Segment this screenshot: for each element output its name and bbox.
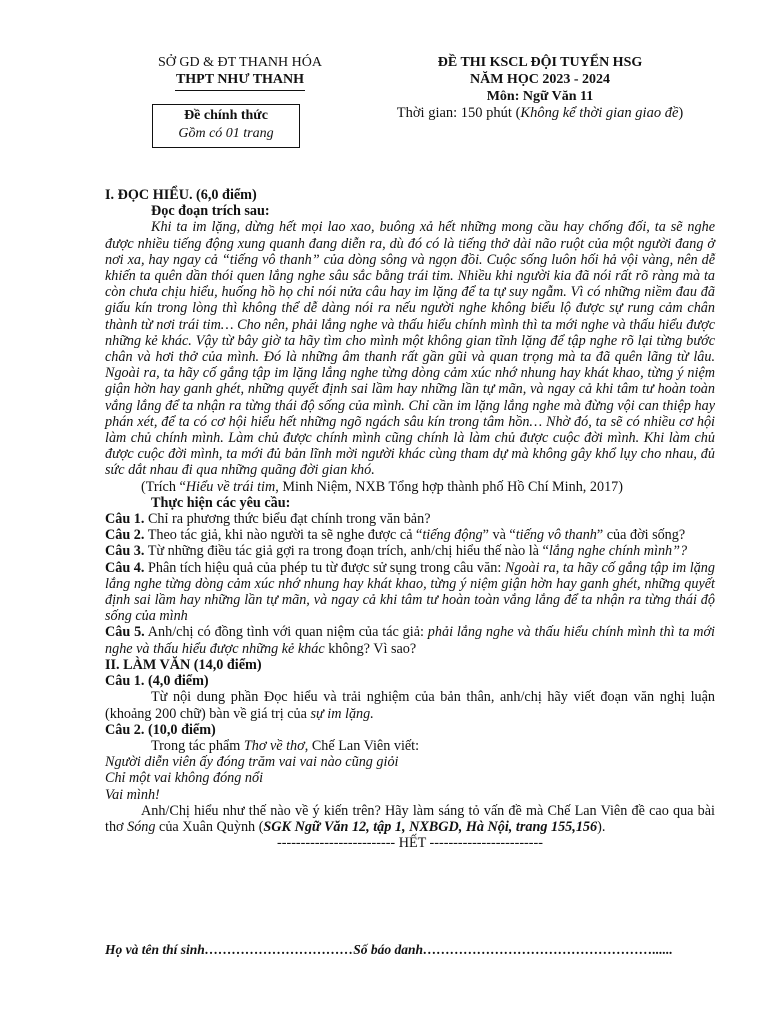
poem-line: Vai mình! — [105, 786, 160, 803]
task-label: Thực hiện các yêu cầu: — [151, 494, 291, 511]
page-count: Gồm có 01 trang — [178, 126, 274, 141]
header-left — [130, 54, 350, 91]
end-marker: ------------------------- HẾT ------------------------ — [277, 835, 543, 852]
passage-source: (Trích “Hiểu về trái tim, Minh Niệm, NXB Tổng hợp thành phố Hồ Chí Minh, 2017) — [141, 478, 623, 495]
part2-heading: II. LÀM VĂN (14,0 điểm) — [105, 656, 262, 673]
question-2: Câu 2. Theo tác giả, khi nào người ta sẽ nghe được cả “tiếng động” và “tiếng vô thanh” của đời sống? — [105, 527, 686, 544]
essay-2-prompt: Anh/Chị hiểu như thế nào về ý kiến trên? Hãy làm sáng tỏ vấn đề mà Chế Lan Viên đề cao qua bài thơ Sóng của Xuân Quỳnh (SGK Ngữ Văn 12, tập 1, NXBGD, Hà Nội, trang 155,156). — [105, 802, 715, 835]
school-underline — [175, 90, 305, 91]
part1-heading: I. ĐỌC HIỂU. (6,0 điểm) — [105, 187, 257, 203]
official-label: Đề chính thức — [184, 108, 268, 123]
exam-body — [105, 187, 715, 851]
poem-line: Chỉ một vai không đóng nổi — [105, 770, 264, 787]
header-right — [380, 54, 700, 122]
read-label: Đọc đoạn trích sau: — [151, 203, 270, 220]
question-3: Câu 3. Từ những điều tác giả gợi ra trong đoạn trích, anh/chị hiểu thế nào là “lắng nghe chính mình”? — [105, 543, 688, 560]
essay-1-prompt: Từ nội dung phần Đọc hiểu và trải nghiệm của bản thân, anh/chị hãy viết đoạn văn nghị luận (khoảng 200 chữ) bàn về giá trị của sự im lặng. — [105, 689, 715, 722]
exam-title: ĐỀ THI KSCL ĐỘI TUYỂN HSG — [437, 55, 643, 70]
candidate-info-line: Họ và tên thí sinh……………………………Số báo danh……………………………………………...... — [105, 942, 673, 957]
time-limit: Thời gian: 150 phút (Không kể thời gian giao đề) — [396, 105, 684, 121]
essay-2-intro: Trong tác phẩm Thơ về thơ, Chế Lan Viên viết: — [151, 737, 420, 754]
question-4: Câu 4. Phân tích hiệu quả của phép tu từ được sử sụng trong câu văn: Ngoài ra, ta hãy cố gắng tập im lặng lắng nghe từng dòng cảm xúc nhớ nhung hay khát khao, từng ý niệm giận hờn hay ganh ghét, những quyết định sai lầm hay những lần tự mãn, và ngay cả khi tâm tư hoàn toàn vắng lắng để ta nhận ra từng thái độ sống của mình — [105, 559, 715, 625]
department-name: SỞ GD & ĐT THANH HÓA — [158, 55, 322, 70]
reading-passage: Khi ta im lặng, dừng hết mọi lao xao, buông xả hết những mong cầu hay chống đối, ta sẽ nghe được nhiều tiếng động xung quanh đang diễn ra, dù đó có là tiếng thở dài não ruột của một người đang ở nơi xa, hay ngay cả “tiếng vô thanh” của dòng sông và ngọn đồi. Cuộc sống luôn hối hả vội vàng, nên dễ khiến ta quên dần thói quen lắng nghe sâu sắc bằng trái tim. Nhiều khi người kia đã nói rất rõ ràng mà ta còn chưa chịu hiểu, huống hồ họ chỉ nói nửa câu hay im lặng để ta tự suy ngẫm. Vì có những niềm đau đã giấu kín trong lòng thì không thể dễ dàng nói ra nếu người nghe không biểu lộ được sự rung cảm chân thành từ nơi trái tim… Cho nên, phải lắng nghe và thấu hiểu chính mình thì ta mới nghe và thấu hiểu được những kẻ khác. Vậy từ bây giờ ta hãy tìm cho mình một không gian tĩnh lặng để tập nghe rõ lại từng bước chân và hơi thở của mình. Đó là những âm thanh rất gần gũi và quan trọng mà ta đã quên lãng từ lâu. Ngoài ra, ta hãy cố gắng tập im lặng lắng nghe từng dòng cảm xúc nhớ nhung hay khát khao, từng ý niệm giận hờn hay ganh ghét, những quyết định sai lầm hay những lần tự mãn, và ngay cả khi tâm tư hoàn toàn vắng lắng để ta nhận ra từng thái độ sống của mình. Chỉ cần im lặng lắng nghe mà đừng vội can thiệp hay phán xét, để ta có cơ hội hiểu hết những ngõ ngách sâu kín trong tâm hồn… Nhờ đó, ta sẽ có nhiều cơ hội làm chủ chính mình. Làm chủ được chính mình cũng chính là làm chủ được cuộc đời mình. Khi làm chủ được cuộc đời mình, ta mới đủ bản lĩnh mời người khác cùng tham dự mà không gây khổ lụy cho nhau, đủ sức dắt nhau đi qua những quãng đời gian khó. — [105, 219, 715, 479]
question-1: Câu 1. Chỉ ra phương thức biểu đạt chính trong văn bản? — [105, 511, 431, 528]
subject: Môn: Ngữ Văn 11 — [486, 89, 594, 104]
official-box — [152, 104, 300, 148]
school-year: NĂM HỌC 2023 - 2024 — [470, 72, 610, 87]
poem-line: Người diễn viên ấy đóng trăm vai vai nào cũng giỏi — [105, 754, 399, 771]
question-5: Câu 5. Anh/chị có đồng tình với quan niệm của tác giả: phải lắng nghe và thấu hiểu chính mình thì ta mới nghe và thấu hiểu được những kẻ khác không? Vì sao? — [105, 624, 716, 657]
essay-1-label: Câu 1. (4,0 điểm) — [105, 673, 209, 690]
school-name: THPT NHƯ THANH — [175, 72, 305, 87]
essay-2-label: Câu 2. (10,0 điểm) — [105, 721, 216, 738]
